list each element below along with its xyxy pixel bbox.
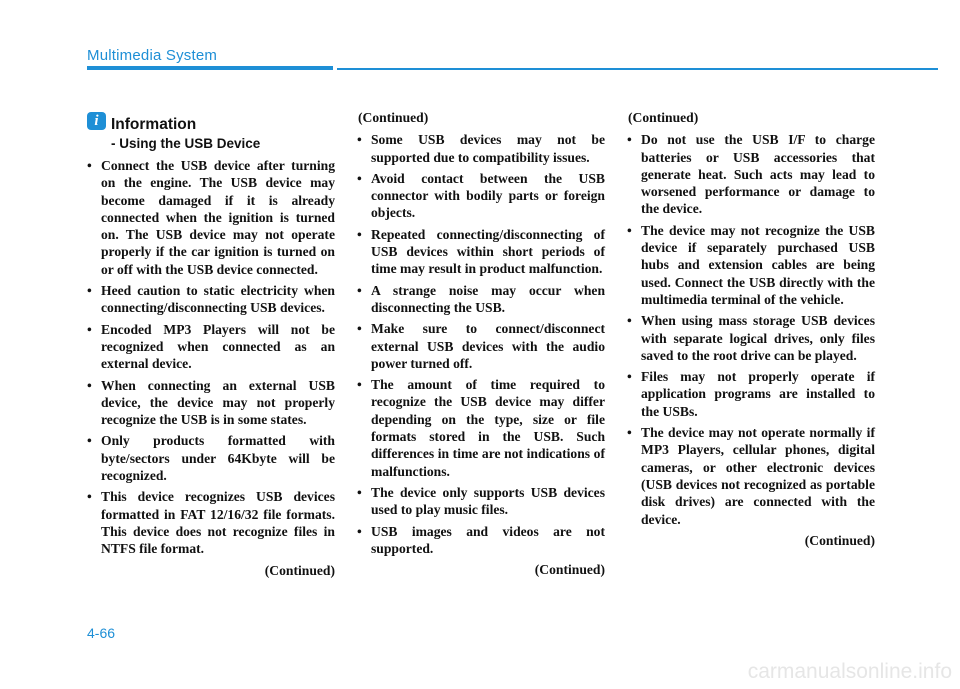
list-item: • Some USB devices may not be supported due to compatibility issues.: [355, 131, 605, 166]
list-item: • Do not use the USB I/F to charge batteries or USB accessories that generate heat. Such acts may lead to worsened performance or damage to the device.: [625, 131, 875, 217]
header-rule-thin: [337, 68, 938, 70]
list-item: • When using mass storage USB devices with separate logical drives, only files saved to the root drive can be played.: [625, 312, 875, 364]
bullet-list-2: [355, 131, 605, 557]
list-item: • Only products formatted with byte/sectors under 64Kbyte will be recognized.: [85, 432, 335, 484]
list-item: • Avoid contact between the USB connector with bodily parts or foreign objects.: [355, 170, 605, 222]
list-item: • The device may not operate normally if MP3 Players, cellular phones, digital cameras, or other electronic devices (USB devices not recognized as portable disk drives) are connected with the device.: [625, 424, 875, 528]
info-icon: i: [87, 112, 106, 130]
list-item: • The device may not recognize the USB device if separately purchased USB hubs and extension cables are being used. Connect the USB directly with the multimedia terminal of the vehicle.: [625, 222, 875, 308]
list-item: • Encoded MP3 Players will not be recognized when connected as an external device.: [85, 321, 335, 373]
watermark: carmanualsonline.info: [747, 660, 952, 683]
page-number: 4-66: [87, 625, 116, 641]
continued-label: (Continued): [358, 110, 429, 125]
header-rule-thick: [87, 66, 333, 70]
info-title: Information: [111, 116, 197, 133]
list-item: • Heed caution to static electricity when connecting/disconnecting USB devices.: [85, 282, 335, 317]
column-2: [355, 109, 605, 578]
list-item: • Make sure to connect/disconnect external USB devices with the audio power turned off.: [355, 320, 605, 372]
bullet-list-1: [85, 157, 335, 558]
info-subtitle: - Using the USB Device: [111, 136, 261, 151]
list-item: • This device recognizes USB devices formatted in FAT 12/16/32 file formats. This device does not recognize files in NTFS file format.: [85, 488, 335, 557]
continued-label: (Continued): [534, 562, 605, 578]
list-item: • A strange noise may occur when disconnecting the USB.: [355, 282, 605, 317]
list-item: • USB images and videos are not supported.: [355, 523, 605, 558]
continued-label: (Continued): [264, 562, 335, 578]
section-title: Multimedia System: [87, 47, 218, 64]
continued-label: (Continued): [804, 532, 875, 548]
column-1: [85, 157, 335, 579]
list-item: • The device only supports USB devices used to play music files.: [355, 484, 605, 519]
list-item: • The amount of time required to recognize the USB device may differ depending on the type, size or file formats stored in the USB. Such differences in time are not indications of malfunctions.: [355, 376, 605, 480]
column-3: [625, 109, 875, 549]
list-item: • Files may not properly operate if application programs are installed to the USBs.: [625, 368, 875, 420]
list-item: • When connecting an external USB device, the device may not properly recognize the USB is in some states.: [85, 377, 335, 429]
continued-label: (Continued): [628, 110, 699, 125]
list-item: • Repeated connecting/disconnecting of USB devices within short periods of time may result in product malfunction.: [355, 226, 605, 278]
bullet-list-3: [625, 131, 875, 528]
list-item: • Connect the USB device after turning on the engine. The USB device may become damaged if it is already connected when the ignition is turned on. The USB device may not operate properly if the car ignition is turned on or off with the USB device connected.: [85, 157, 335, 278]
